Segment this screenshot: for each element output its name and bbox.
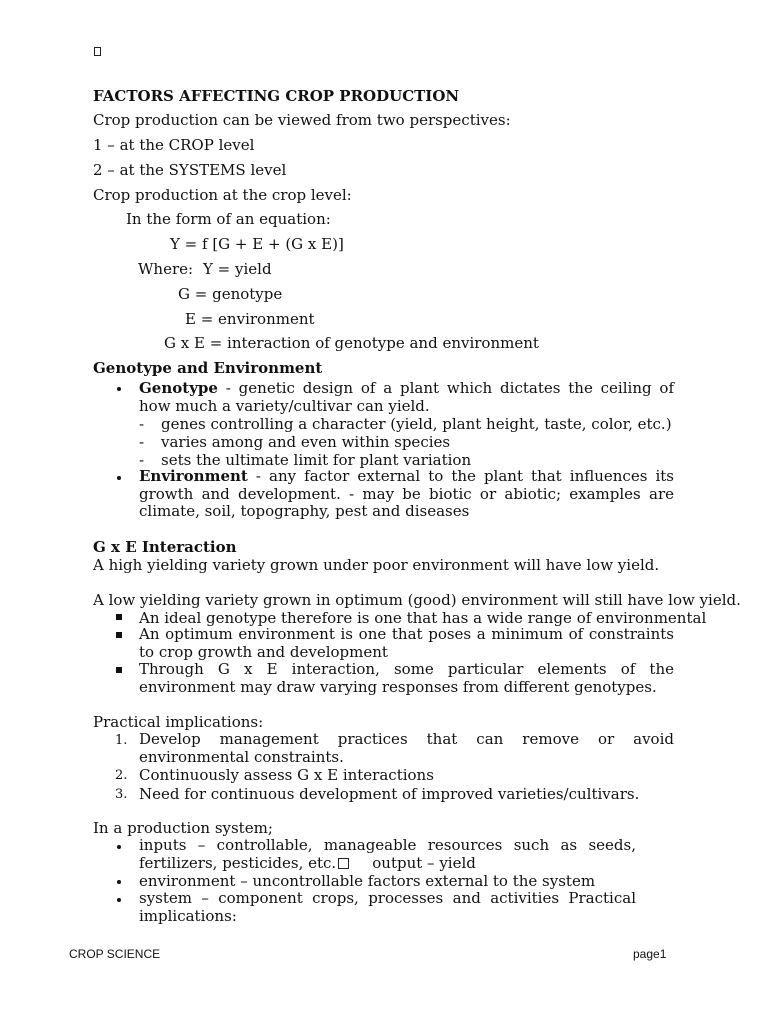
def-interaction: G x E = interaction of genotype and environment	[164, 334, 539, 352]
environment-paragraph	[139, 468, 674, 521]
bullet-dot	[117, 387, 121, 391]
checkbox-glyph-icon	[338, 858, 349, 869]
list-number: 1.	[115, 733, 128, 748]
environment-text: - any factor external to the plant that influences its growth and development. - may be biotic or abiotic; examples are climate, soil, topography, pest and diseases	[139, 467, 674, 520]
square-bullet-icon	[116, 632, 122, 638]
gxe-paragraph-1: A high yielding variety grown under poor environment will have low yield.	[93, 556, 660, 574]
equation-intro: In the form of an equation:	[126, 210, 331, 228]
system-heading: In a production system;	[93, 819, 273, 837]
crop-level-line: Crop production at the crop level:	[93, 186, 352, 204]
list-number: 2.	[115, 768, 128, 783]
list-number: 3.	[115, 787, 128, 802]
def-yield: Y = yield	[203, 260, 272, 278]
footer-page-number: page1	[633, 947, 667, 961]
practical-item-1: Develop management practices that can remove or avoid environmental constraints.	[139, 730, 674, 766]
intro-line: Crop production can be viewed from two perspectives:	[93, 111, 511, 129]
genotype-dash-1: genes controlling a character (yield, plant height, taste, color, etc.)	[161, 415, 672, 433]
dash-icon: -	[139, 451, 145, 469]
def-environment: E = environment	[185, 310, 315, 328]
square-bullet-icon	[116, 614, 122, 620]
gxe-bullet-1: An ideal genotype therefore is one that has a wide range of environmental	[139, 609, 707, 627]
perspective-1: 1 – at the CROP level	[93, 136, 255, 154]
practical-heading: Practical implications:	[93, 713, 264, 731]
system-bullet-3: system – component crops, processes and activities Practical implications:	[139, 889, 636, 925]
genotype-paragraph	[139, 380, 674, 415]
system-bullet-1-text: inputs – controllable, manageable resources such as seeds, fertilizers, pesticides, etc.	[139, 836, 636, 872]
bullet-dot	[117, 476, 121, 480]
system-bullet-1-output: output – yield	[372, 853, 476, 872]
bullet-dot	[117, 845, 121, 849]
section-heading-gxe: G x E Interaction	[93, 538, 237, 556]
def-genotype: G = genotype	[178, 285, 283, 303]
section-heading-genotype-environment: Genotype and Environment	[93, 359, 323, 377]
gxe-bullet-3: Through G x E interaction, some particular elements of the environment may draw varying responses from different genotypes.	[139, 660, 674, 696]
genotype-text: - genetic design of a plant which dictates the ceiling of how much a variety/cultivar can yield.	[139, 379, 674, 415]
genotype-dash-2: varies among and even within species	[161, 433, 451, 451]
gxe-paragraph-2: A low yielding variety grown in optimum (good) environment will still have low yield.	[93, 591, 741, 609]
checkbox-glyph-icon	[94, 47, 101, 56]
document-heading: FACTORS AFFECTING CROP PRODUCTION	[93, 87, 460, 105]
environment-term: Environment	[139, 467, 248, 485]
where-label: Where:	[138, 260, 194, 278]
system-bullet-2: environment – uncontrollable factors external to the system	[139, 872, 596, 890]
dash-icon: -	[139, 415, 145, 433]
dash-icon: -	[139, 433, 145, 451]
practical-item-3: Need for continuous development of improved varieties/cultivars.	[139, 785, 640, 803]
bullet-dot	[117, 898, 121, 902]
gxe-bullet-2: An optimum environment is one that poses a minimum of constraints to crop growth and development	[139, 625, 674, 661]
genotype-dash-3: sets the ultimate limit for plant variation	[161, 451, 472, 469]
bullet-dot	[117, 880, 121, 884]
practical-item-2: Continuously assess G x E interactions	[139, 766, 434, 784]
square-bullet-icon	[116, 667, 122, 673]
genotype-term: Genotype	[139, 379, 218, 397]
equation: Y = f [G + E + (G x E)]	[170, 235, 344, 253]
system-bullet-1	[139, 837, 636, 872]
perspective-2: 2 – at the SYSTEMS level	[93, 161, 287, 179]
footer-left: CROP SCIENCE	[69, 947, 161, 961]
